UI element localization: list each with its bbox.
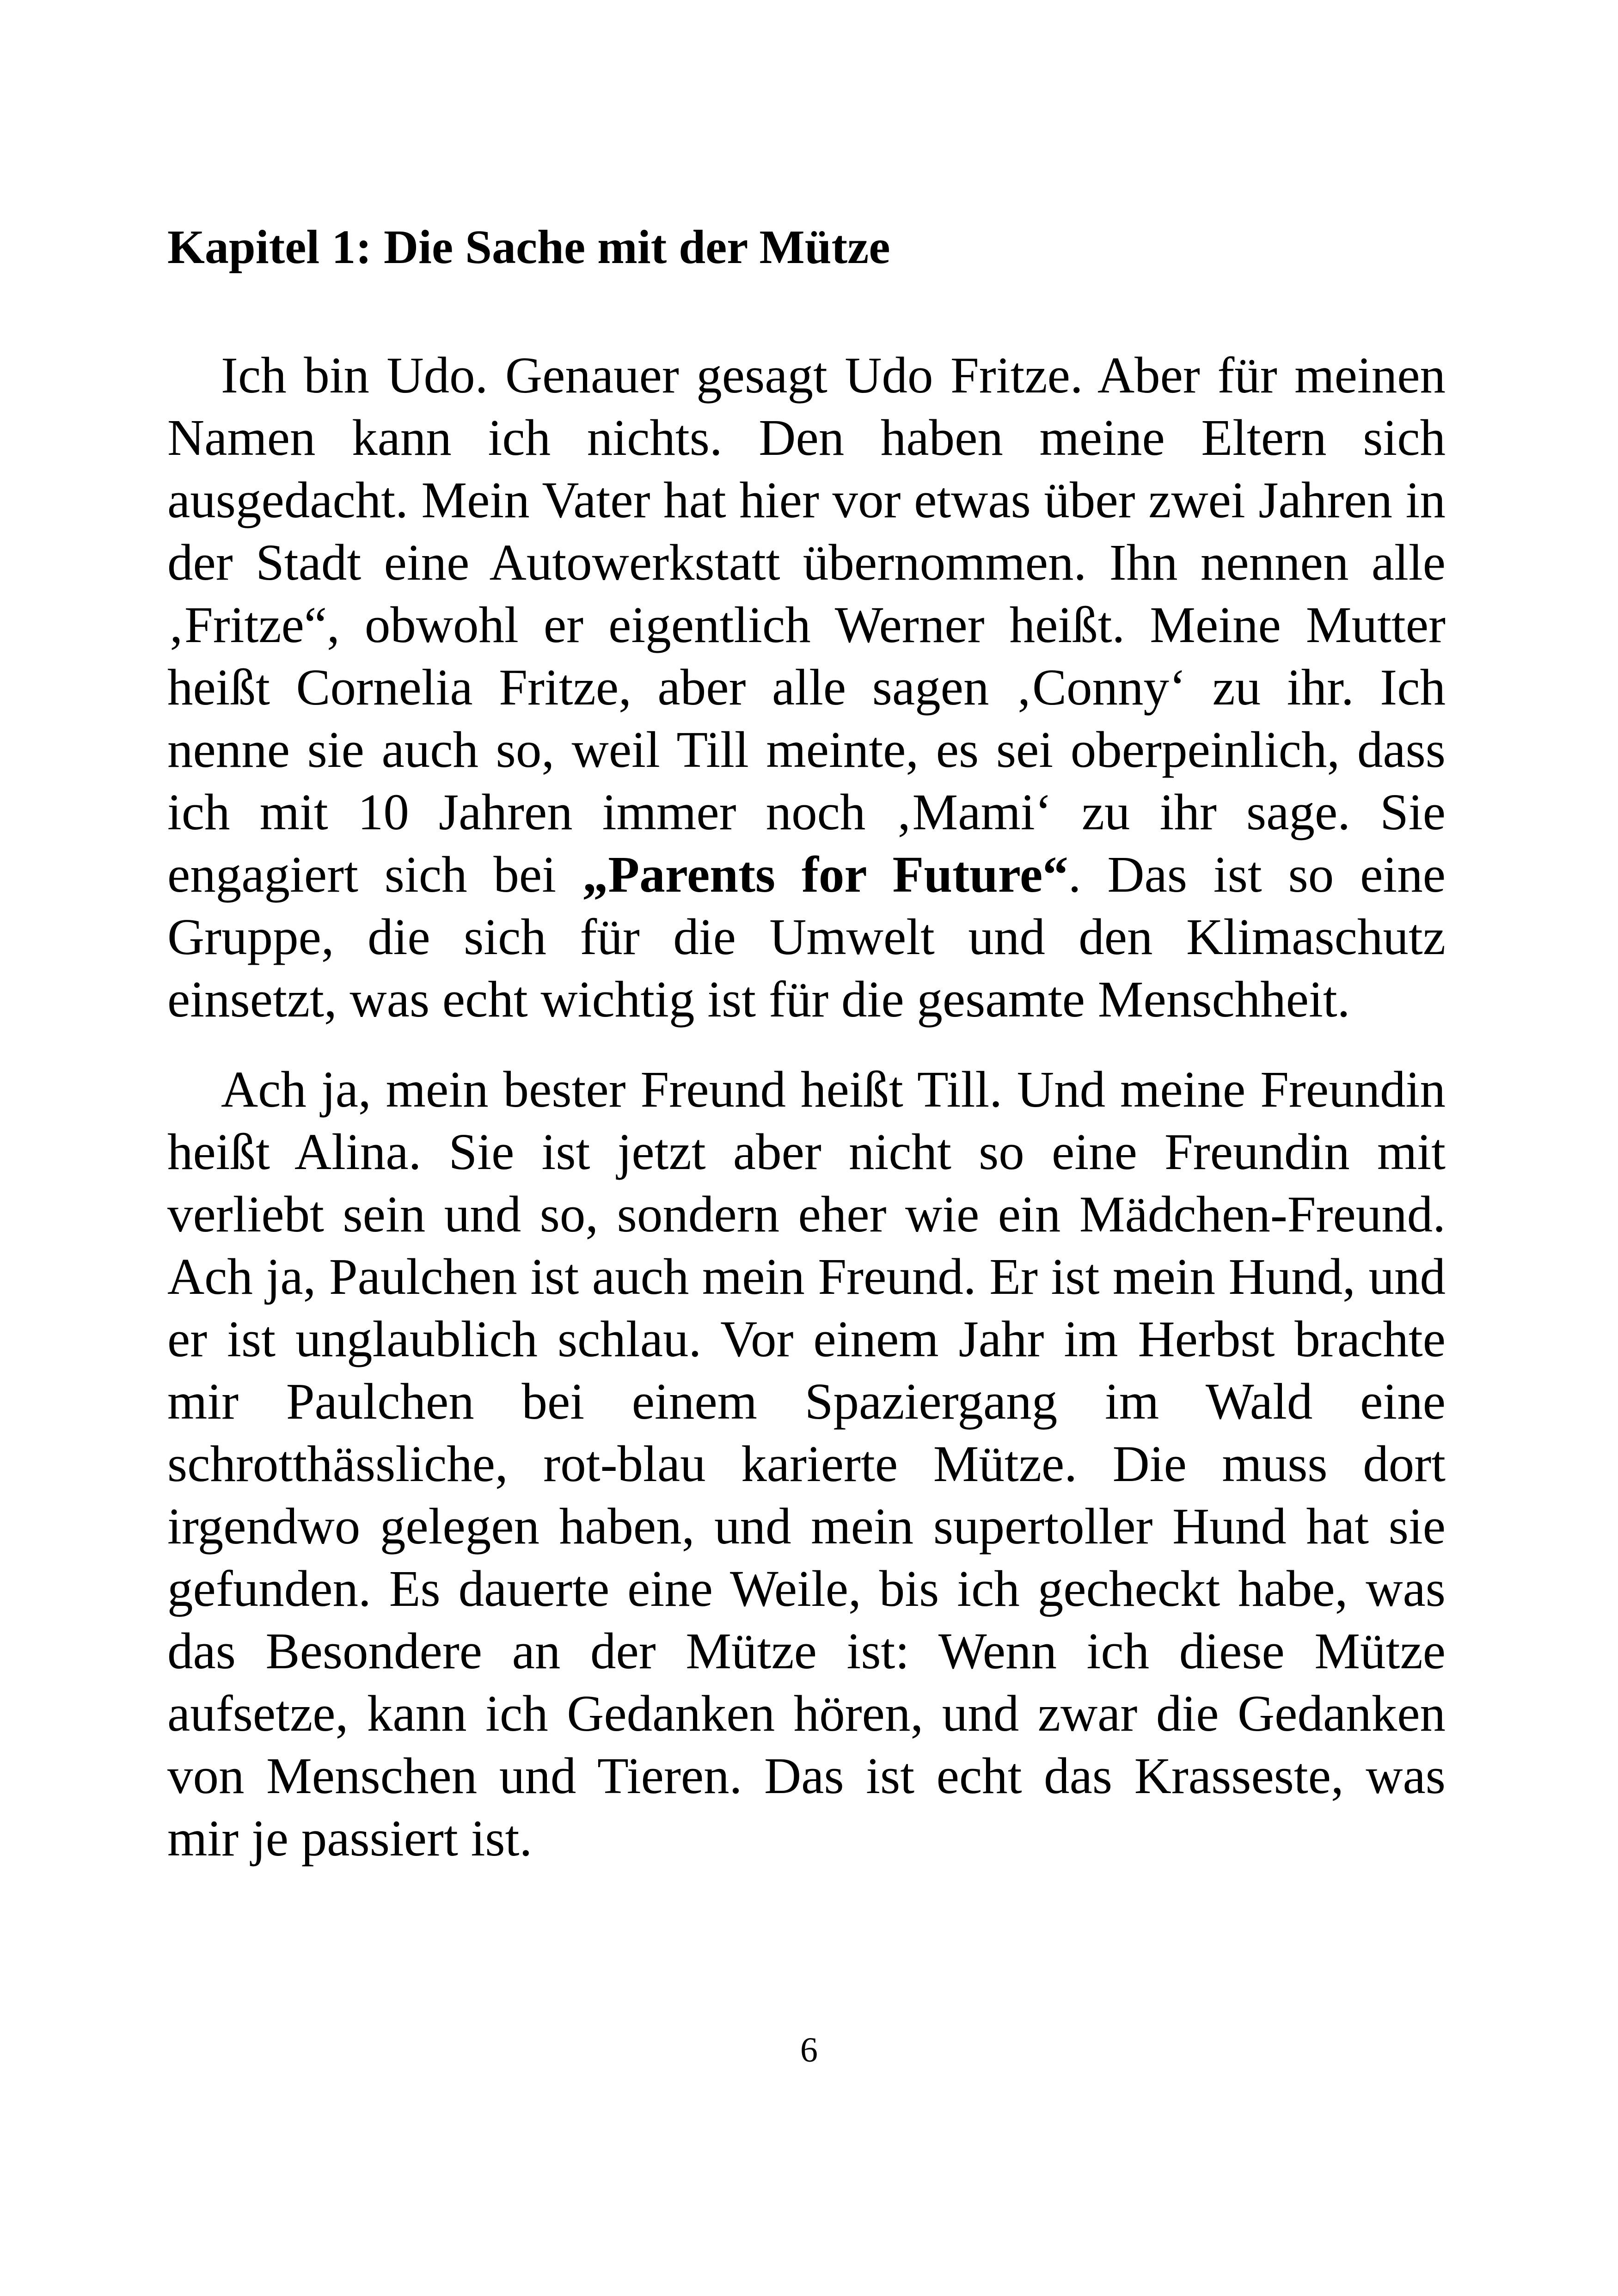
chapter-title: Kapitel 1: Die Sache mit der Mütze	[167, 220, 890, 274]
paragraph-1-text-end: . Das ist so eine Gruppe, die sich für die Umwelt und den Klimaschutz einsetzt, was echt wichtig ist für die gesamte Menschheit.	[167, 846, 1446, 1028]
paragraph-2: Ach ja, mein bester Freund heißt Till. Und meine Freundin heißt Alina. Sie ist jetzt aber nicht so eine Freundin mit verliebt sein und so, sondern eher wie ein Mädchen-Freund. Ach ja, Paulchen ist auch mein Freund. Er ist mein Hund, und er ist unglaublich schlau. Vor einem Jahr im Herbst brachte mir Paulchen bei einem Spaziergang im Wald eine schrotthässliche, rot-blau karierte Mütze. Die muss dort irgendwo gelegen haben, und mein supertoller Hund hat sie gefunden. Es dauerte eine Weile, bis ich gecheckt habe, was das Besondere an der Mütze ist: Wenn ich diese Mütze aufsetze, kann ich Gedanken hören, und zwar die Gedanken von Menschen und Tieren. Das ist echt das Krasseste, was mir je passiert ist.	[167, 1061, 1446, 1867]
page-number: 6	[800, 2031, 818, 2069]
paragraph-1	[167, 344, 1446, 1031]
paragraph-1-text-start: Ich bin Udo. Genauer gesagt Udo Fritze. Aber für meinen Namen kann ich nichts. Den haben meine Eltern sich ausgedacht. Mein Vater hat hier vor etwas über zwei Jahren in der Stadt eine Autowerkstatt übernommen. Ihn nennen alle ‚Fritze“, obwohl er eigentlich Werner heißt. Meine Mutter heißt Cornelia Fritze, aber alle sagen ‚Conny‘ zu ihr. Ich nenne sie auch so, weil Till meinte, es sei oberpeinlich, dass ich mit 10 Jahren immer noch ‚Mami‘ zu ihr sage. Sie engagiert sich bei	[167, 347, 1446, 903]
paragraph-1-bold-group-name: „Parents for Future“	[582, 846, 1068, 903]
body-text	[167, 344, 1446, 1870]
